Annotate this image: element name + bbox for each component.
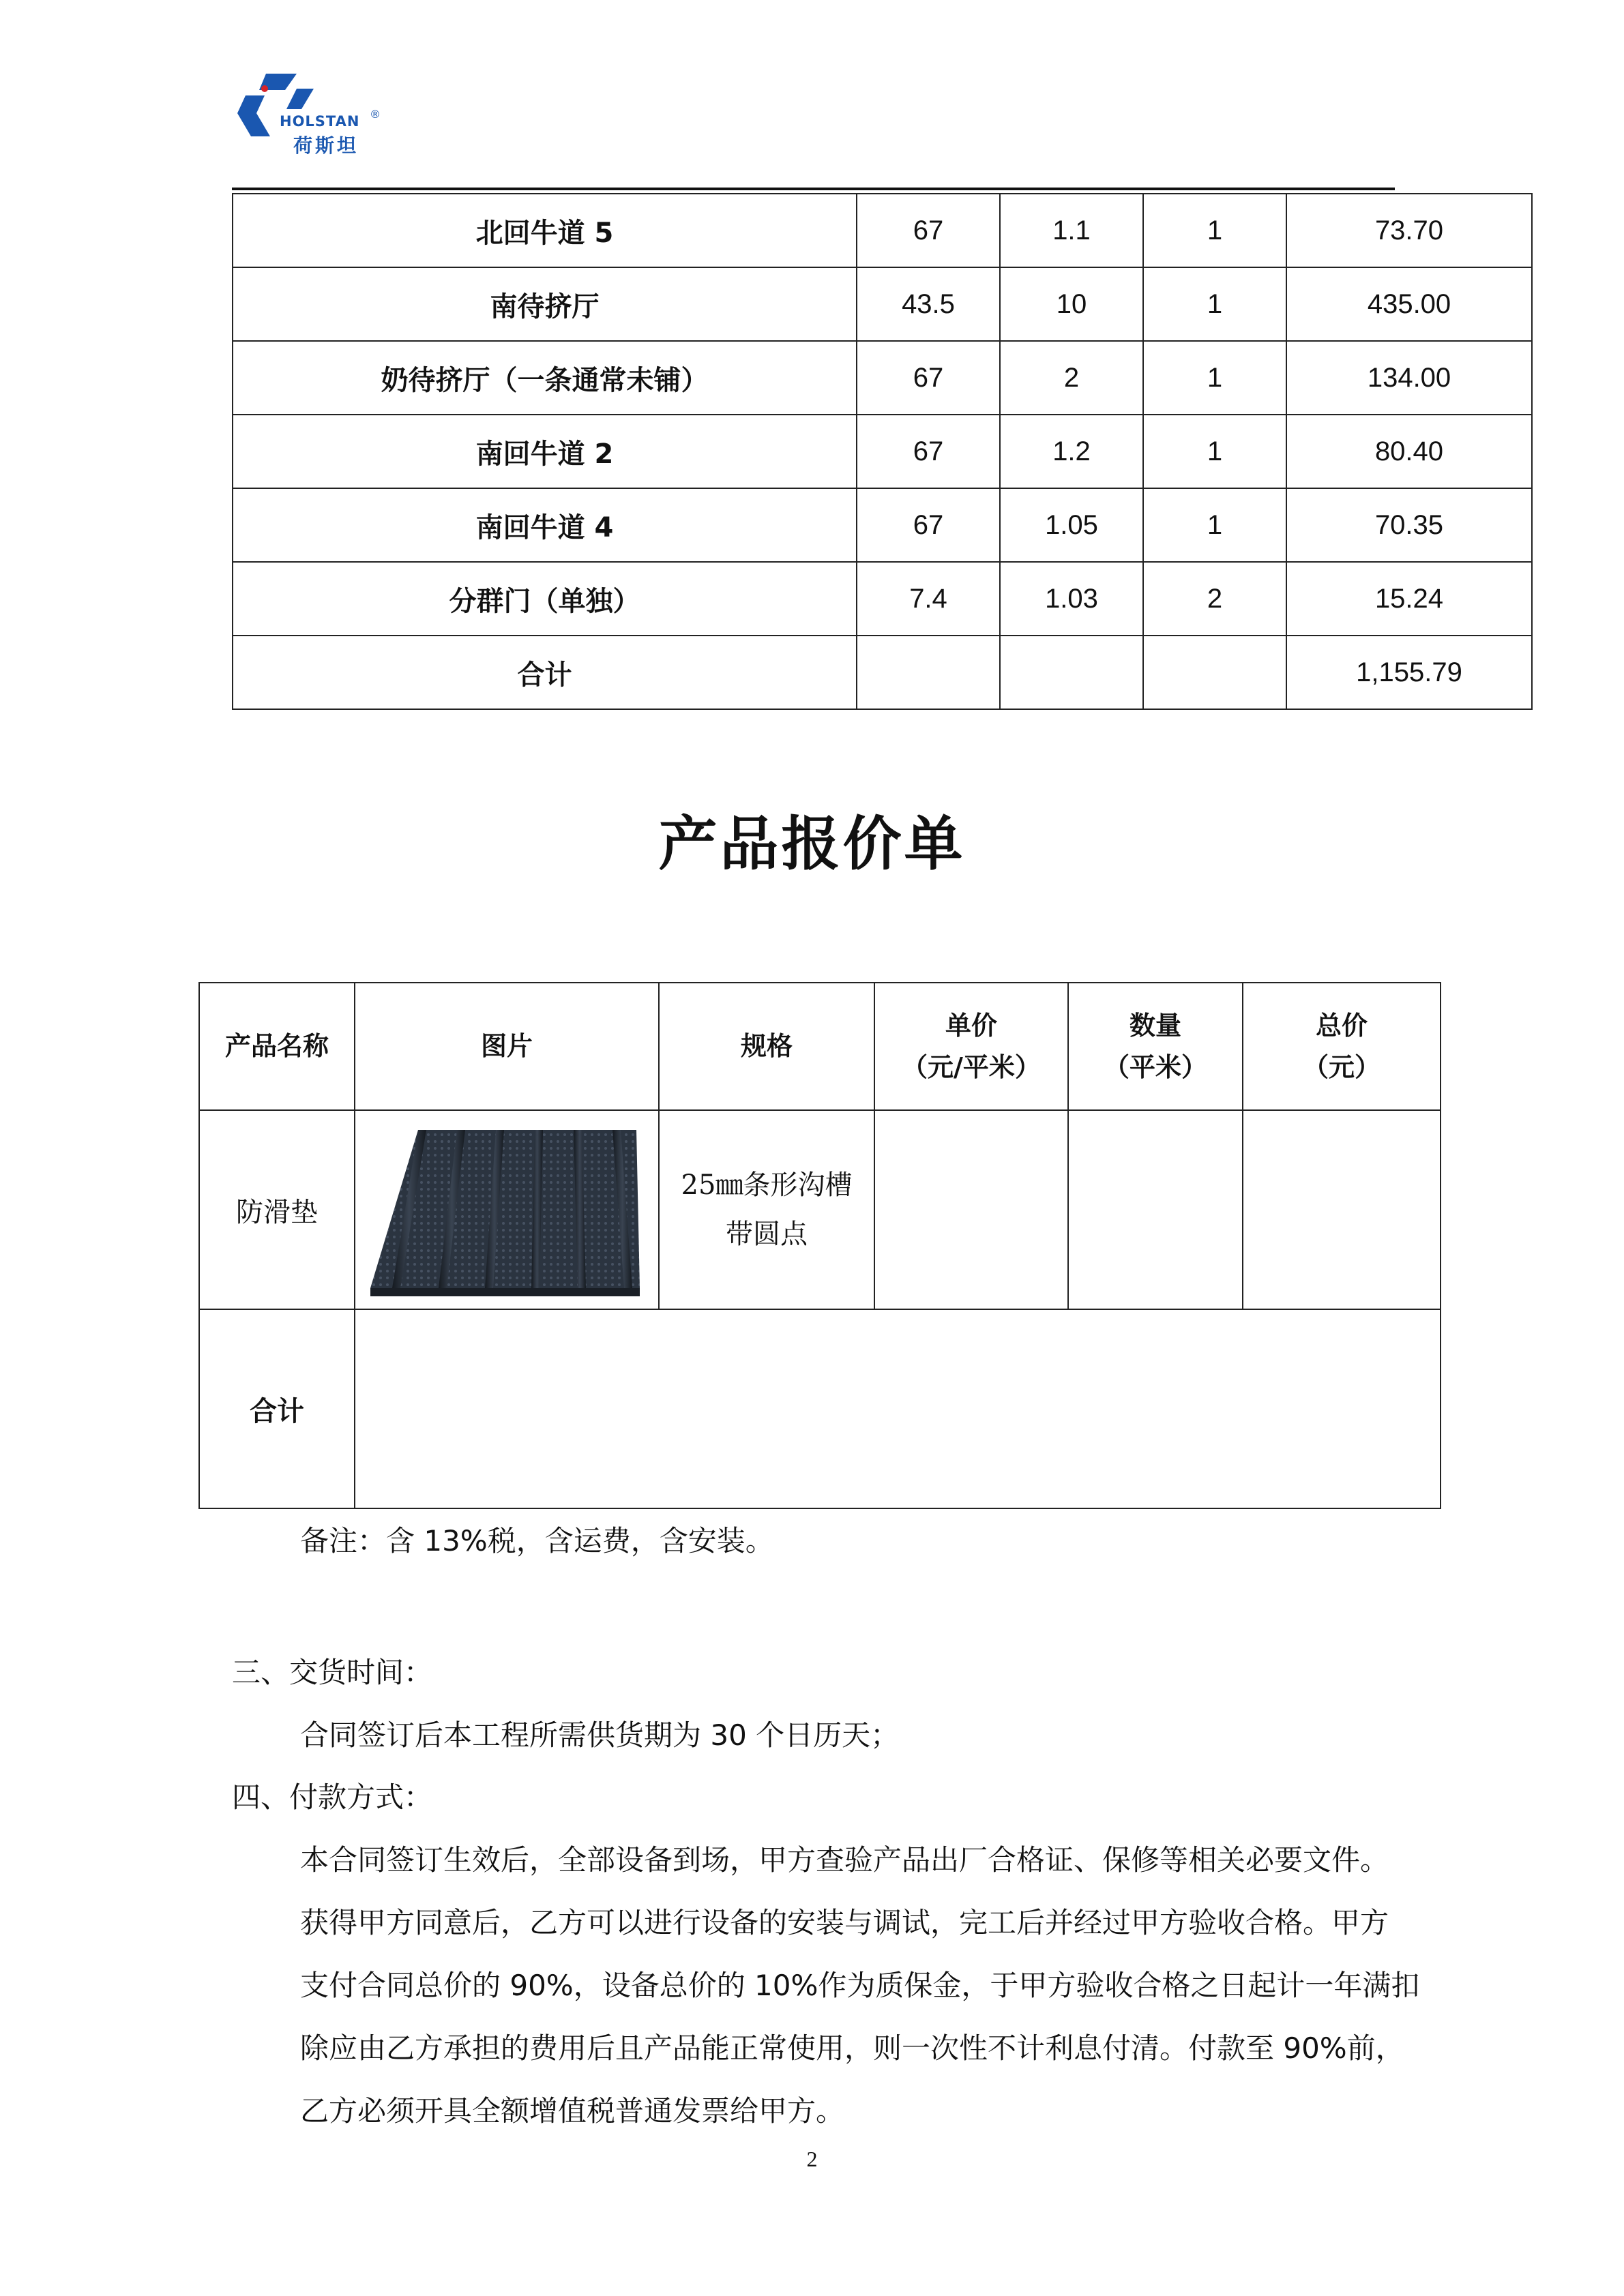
- table-row: [233, 194, 1532, 267]
- table-row: [233, 488, 1532, 562]
- header-quantity-l2: （平米）: [1103, 1052, 1207, 1082]
- table-total-row: [233, 636, 1532, 709]
- header-image: 图片: [355, 983, 659, 1110]
- area-table: [232, 193, 1533, 710]
- count-cell: 1: [1143, 194, 1286, 267]
- table-row: [233, 267, 1532, 341]
- empty-cell: [857, 636, 1000, 709]
- quote-title: 产品报价单: [658, 810, 966, 878]
- header-product-name: 产品名称: [199, 983, 355, 1110]
- count-cell: 1: [1143, 415, 1286, 488]
- header-total-l2: （元）: [1302, 1052, 1381, 1082]
- length-cell: 67: [857, 341, 1000, 415]
- length-cell: 43.5: [857, 267, 1000, 341]
- width-cell: 1.2: [1000, 415, 1143, 488]
- header-unit-price-l1: 单价: [945, 1010, 997, 1041]
- payment-line: 本合同签订生效后，全部设备到场，甲方查验产品出厂合格证、保修等相关必要文件。: [300, 1843, 1389, 1877]
- area-cell: 15.24: [1286, 562, 1532, 636]
- quote-total-value: [355, 1309, 1441, 1508]
- area-name-cell: 分群门（单独）: [233, 562, 857, 636]
- product-spec-line1: 25㎜条形沟槽: [681, 1169, 853, 1201]
- quote-table: [198, 982, 1441, 1509]
- empty-cell: [1143, 636, 1286, 709]
- area-cell: 73.70: [1286, 194, 1532, 267]
- product-image-cell: [355, 1110, 659, 1309]
- count-cell: 1: [1143, 488, 1286, 562]
- header-total-l1: 总价: [1315, 1010, 1368, 1041]
- total-label-cell: 合计: [233, 636, 857, 709]
- area-name-cell: 南待挤厅: [233, 267, 857, 341]
- area-name-cell: 南回牛道 2: [233, 415, 857, 488]
- delivery-text: 合同签订后本工程所需供货期为 30 个日历天；: [300, 1718, 900, 1752]
- product-spec-line2: 带圆点: [726, 1219, 808, 1250]
- payment-line: 除应由乙方承担的费用后且产品能正常使用，则一次性不计利息付清。付款至 90%前，: [300, 2031, 1404, 2065]
- quote-header-row: [199, 983, 1441, 1110]
- area-name-cell: 奶待挤厅（一条通常未铺）: [233, 341, 857, 415]
- area-name-cell: 南回牛道 4: [233, 488, 857, 562]
- width-cell: 1.05: [1000, 488, 1143, 562]
- length-cell: 67: [857, 488, 1000, 562]
- header-unit-price-l2: （元/平米）: [902, 1052, 1041, 1082]
- width-cell: 10: [1000, 267, 1143, 341]
- remark-text: 备注：含 13%税，含运费，含安装。: [300, 1524, 774, 1557]
- table-row: [233, 415, 1532, 488]
- width-cell: 1.1: [1000, 194, 1143, 267]
- logo-brand-cn: 荷斯坦: [293, 134, 359, 157]
- header-divider: [232, 188, 1395, 190]
- payment-heading: 四、付款方式：: [232, 1780, 433, 1814]
- area-cell: 134.00: [1286, 341, 1532, 415]
- product-spec-cell: [659, 1110, 874, 1309]
- company-logo: [232, 68, 389, 164]
- header-quantity: [1068, 983, 1243, 1110]
- unit-price-cell: [874, 1110, 1068, 1309]
- total-price-cell: [1243, 1110, 1441, 1309]
- payment-line: 支付合同总价的 90%，设备总价的 10%作为质保金，于甲方验收合格之日起计一年满扣: [300, 1969, 1420, 2002]
- count-cell: 1: [1143, 267, 1286, 341]
- logo-brand-text: HOLSTAN: [280, 113, 360, 130]
- anti-slip-mat-image: [364, 1118, 650, 1302]
- payment-line: 乙方必须开具全额增值税普通发票给甲方。: [300, 2094, 845, 2128]
- count-cell: 2: [1143, 562, 1286, 636]
- header-total: [1243, 983, 1441, 1110]
- table-row: [233, 341, 1532, 415]
- length-cell: 67: [857, 194, 1000, 267]
- page-number: 2: [806, 2147, 818, 2171]
- header-spec: 规格: [659, 983, 874, 1110]
- quantity-cell: [1068, 1110, 1243, 1309]
- header-unit-price: [874, 983, 1068, 1110]
- quote-total-label: 合计: [199, 1309, 355, 1508]
- table-row: [199, 1110, 1441, 1309]
- width-cell: 2: [1000, 341, 1143, 415]
- quote-total-row: [199, 1309, 1441, 1508]
- width-cell: 1.03: [1000, 562, 1143, 636]
- payment-line: 获得甲方同意后，乙方可以进行设备的安装与调试，完工后并经过甲方验收合格。甲方: [300, 1906, 1389, 1939]
- count-cell: 1: [1143, 341, 1286, 415]
- registered-mark: ®: [370, 108, 381, 121]
- area-name-cell: 北回牛道 5: [233, 194, 857, 267]
- area-cell: 80.40: [1286, 415, 1532, 488]
- empty-cell: [1000, 636, 1143, 709]
- delivery-heading: 三、交货时间：: [232, 1656, 433, 1689]
- length-cell: 67: [857, 415, 1000, 488]
- product-name-cell: 防滑垫: [199, 1110, 355, 1309]
- area-cell: 70.35: [1286, 488, 1532, 562]
- total-area-cell: 1,155.79: [1286, 636, 1532, 709]
- area-cell: 435.00: [1286, 267, 1532, 341]
- table-row: [233, 562, 1532, 636]
- length-cell: 7.4: [857, 562, 1000, 636]
- header-quantity-l1: 数量: [1129, 1010, 1181, 1041]
